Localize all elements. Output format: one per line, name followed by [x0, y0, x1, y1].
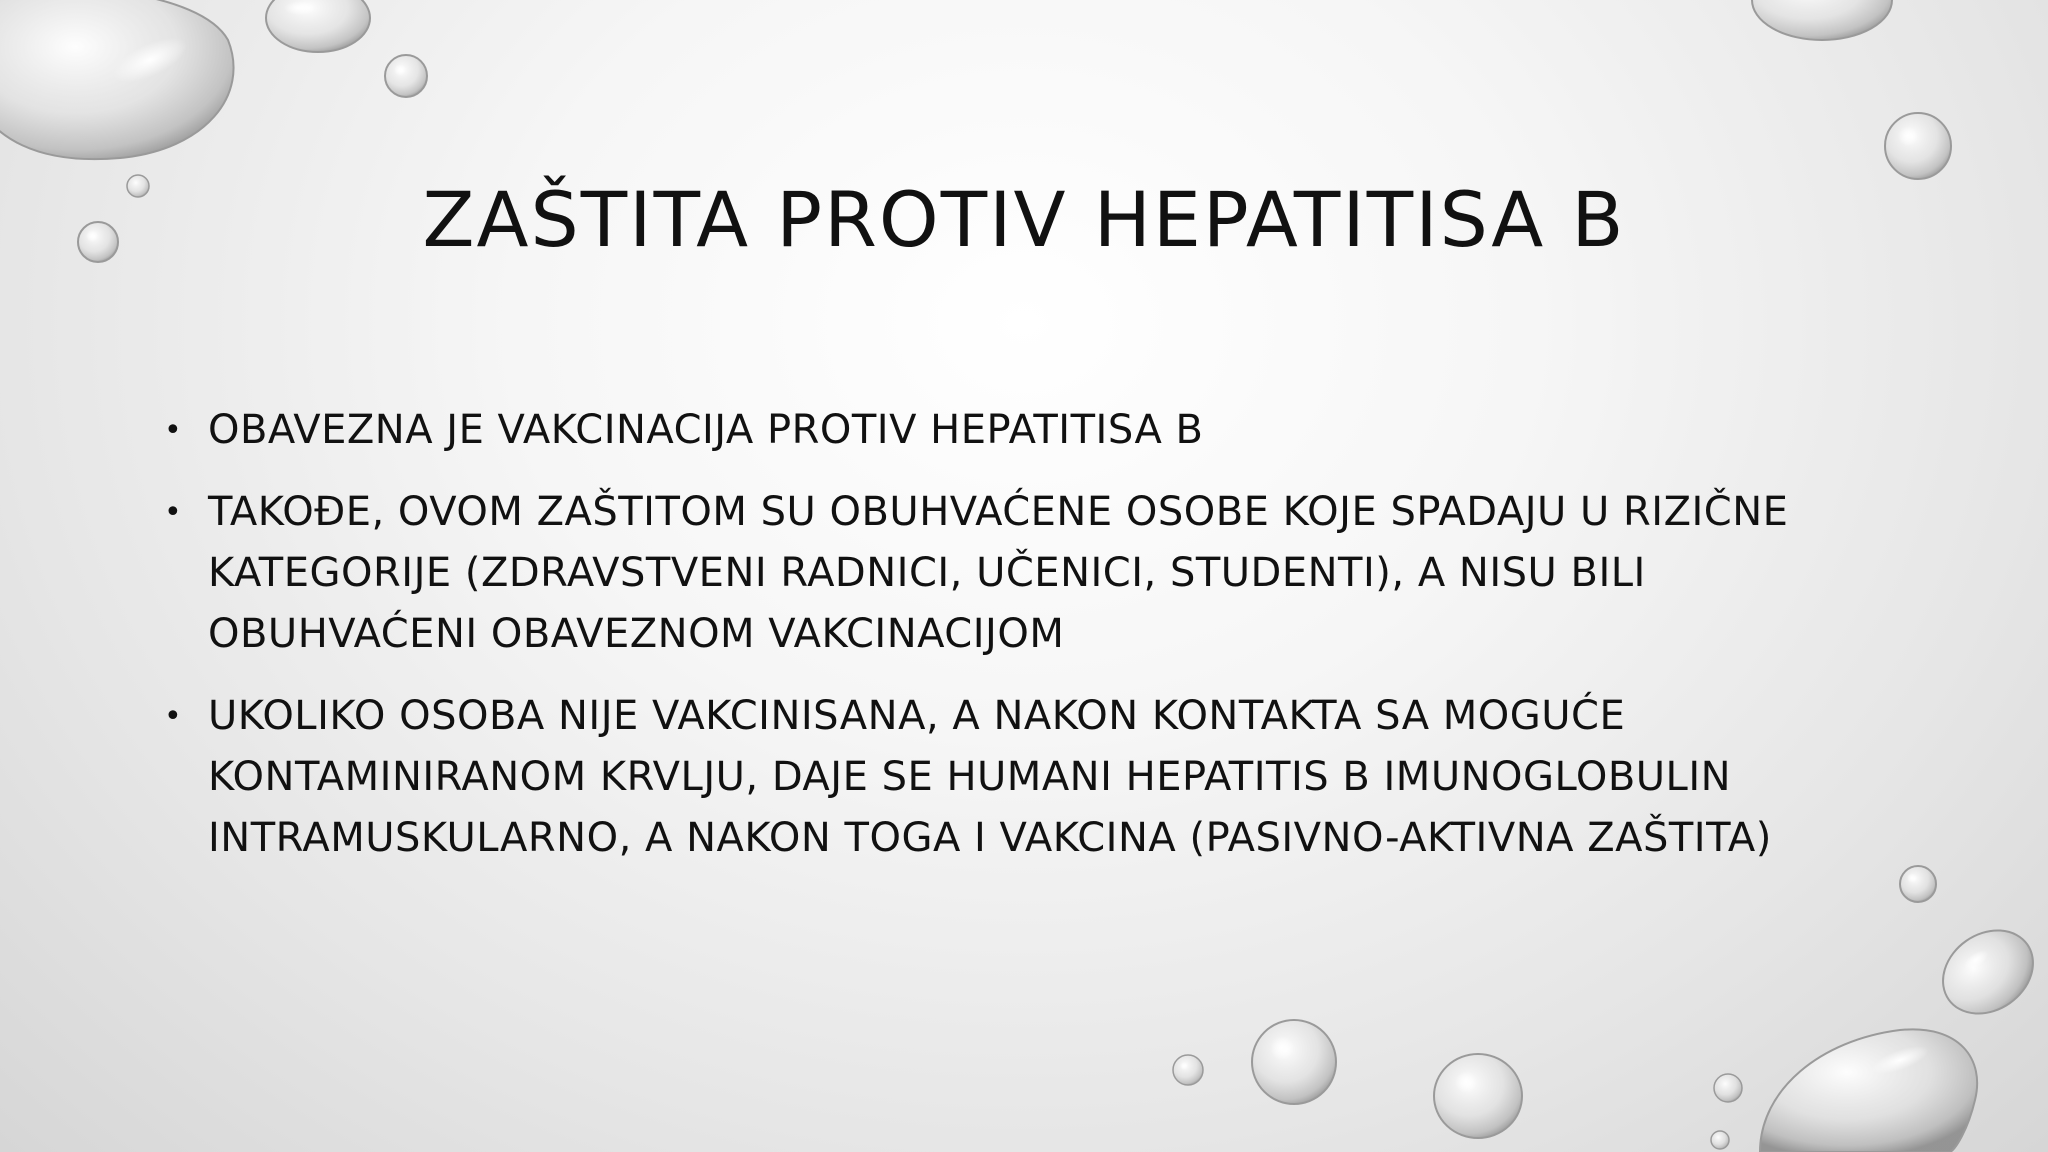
- bullet-list: [160, 400, 1880, 890]
- droplet-right-small: [1900, 866, 1936, 902]
- droplet-bottom-right-tilted: [1927, 913, 2048, 1030]
- droplet-bottom-right-tiny: [1714, 1074, 1742, 1102]
- droplet-bottom-center-right: [1434, 1054, 1522, 1138]
- bullet-item-immunoglobulin: [160, 686, 1880, 869]
- droplet-bottom-center-tiny: [1173, 1055, 1203, 1085]
- bullet-item-risk-groups: [160, 482, 1880, 665]
- bullet-marker: •: [164, 495, 183, 530]
- bullet-item-mandatory-vaccination: [160, 400, 1880, 461]
- slide-title: ZAŠTITA PROTIV HEPATITISA B: [422, 175, 1626, 264]
- bullet-marker: •: [164, 413, 183, 448]
- bullet-text: OBAVEZNA JE VAKCINACIJA PROTIV HEPATITISA B: [208, 407, 1204, 453]
- droplet-bottom-right-tiny-2: [1711, 1131, 1729, 1149]
- droplet-bottom-right-large: [1760, 1029, 1977, 1152]
- droplet-top-left-medium: [266, 0, 370, 52]
- droplet-top-right-medium: [1885, 113, 1951, 179]
- bullet-text: TAKOĐE, OVOM ZAŠTITOM SU OBUHVAĆENE OSOBE KOJE SPADAJU U RIZIČNE KATEGORIJE (ZDRAVSTVENI RADNICI, UČENICI, STUDENTI), A NISU BILI OBUHVAĆENI OBAVEZNOM VAKCINACIJOM: [208, 489, 1789, 657]
- droplet-top-right-large: [1752, 0, 1892, 40]
- droplet-bottom-center-medium: [1252, 1020, 1336, 1104]
- droplet-top-left-small: [385, 55, 427, 97]
- bullet-text: UKOLIKO OSOBA NIJE VAKCINISANA, A NAKON KONTAKTA SA MOGUĆE KONTAMINIRANOM KRVLJU, DAJE SE HUMANI HEPATITIS B IMUNOGLOBULIN INTRAMUSKULARNO, A NAKON TOGA I VAKCINA (PASIVNO-AKTIVNA ZAŠTITA): [208, 693, 1772, 861]
- droplet-large-top-left: [0, 0, 234, 159]
- bullet-marker: •: [164, 699, 183, 734]
